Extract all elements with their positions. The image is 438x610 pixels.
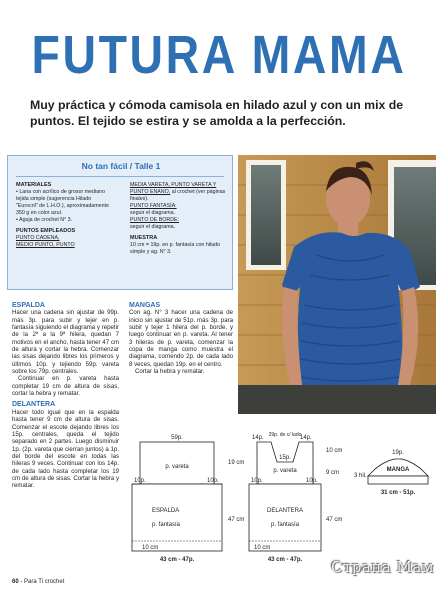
sleeve-name: MANGA xyxy=(386,467,410,473)
front-right-shoulder-label: 14p. xyxy=(300,435,312,441)
back-width-label: 59p. xyxy=(171,435,183,441)
subtitle: Muy práctica y cómoda camisola en hilado azul y con un mix de puntos. El tejido se estira y se amolda a la perfección. xyxy=(30,98,404,128)
page-number: 60 xyxy=(12,579,19,585)
back-right-label: 10p. xyxy=(207,478,219,484)
mangas-heading: MANGAS xyxy=(129,302,161,309)
mangas-paragraph-1: Con ag. N° 3 hacer una cadena de inicio sin ajustar de 51p. más 3p. para subir y tejer 1 hilera del p. borde, y luego continuar en p. vareta. Al tener 3 hileras de p. vareta, comenzar la copa de manga como muestra el diagrama, corriendo 2p. de cada lado 8 veces, quedan 19p. en el centro. xyxy=(129,309,233,368)
materials-title: MATERIALES xyxy=(16,182,52,188)
sleeve-bottom-label: 31 cm - 51p. xyxy=(380,490,416,496)
delantera-heading: DELANTERA xyxy=(12,401,56,409)
front-neck-label: 29p. de c/ lado xyxy=(268,432,302,438)
front-left-label: 10p. xyxy=(251,478,263,484)
back-length-label: 47 cm xyxy=(228,517,245,523)
model-photo-illustration xyxy=(238,155,436,414)
espalda-paragraph-2: Continuar en p. vareta hasta completar 19 cm de altura de sisas, cortar la hebra y rematar. xyxy=(12,375,119,398)
front-name: DELANTERA xyxy=(266,508,304,514)
info-box xyxy=(7,155,233,290)
front-vareta-label: p. vareta xyxy=(273,468,297,474)
sample-text: 10 cm = 19p. en p. fantasía con hilado simple y ag. N° 3. xyxy=(130,242,220,255)
mangas-paragraph-2: Cortar la hebra y rematar. xyxy=(135,368,205,376)
back-hem-label: 10 cm xyxy=(142,545,159,551)
front-right-label: 10p. xyxy=(306,478,318,484)
borde-label: PUNTO DE BORDE: xyxy=(130,217,180,223)
delantera-paragraph: Hacer todo igual que en la espalda hasta tener 9 cm de altura de sisas. Comenzar el escote dejando libres los 15p. centrales, queda el tejido separado en 2 partes. Luego disminuir 1p. (2p. vareta que cierran juntos) a 1p. del borde del escote en todas las hileras 9 veces. Continuar con los 14p. de cada lado hasta completar los 19 cm de altura de sisas. Cortar la hebra y rematar. xyxy=(12,408,119,490)
front-hem-label: 10 cm xyxy=(254,545,271,551)
espalda-paragraph-1: Hacer una cadena sin ajustar de 99p. más 3p. para subir y tejer en p. fantasía siguiendo el diagrama y repetir de la 2ª a la 9ª hilera, quedan 7 motivos en el ancho, hasta tener 47 cm de altura y cortar la hebra. Comenzar las sisas dejando libres los primeros y últimos 10p. y tejiendo 59p. vareta sobre los 79p. centrales. xyxy=(12,309,119,376)
front-armhole-label: 9 cm xyxy=(326,470,340,476)
mangas-text-column xyxy=(129,302,233,375)
sleeve-top-label: 19p. xyxy=(392,450,404,456)
materials-line-2: • Aguja de crochet N° 3. xyxy=(16,217,73,223)
front-fantasia-label: p. fantasía xyxy=(270,522,300,528)
watermark-logo: Страна Мам xyxy=(331,558,434,576)
fantasia-label: PUNTO FANTASÍA: xyxy=(130,203,177,209)
info-left-column xyxy=(16,182,114,249)
materials-line-1: • Lana con acrílico de grosor mediano tejida simple (sugerencia Hilado "Eurocril" de L.H.O.), aproximadamente 350 g en color azul. xyxy=(16,189,109,216)
points-line-2: MEDIO PUNTO, PUNTO xyxy=(16,242,75,248)
sample-title: MUESTRA xyxy=(130,235,158,241)
points-title: PUNTOS EMPLEADOS xyxy=(16,228,76,234)
fantasia-note: seguir el diagrama. xyxy=(130,210,176,216)
manga-schematic xyxy=(354,450,428,496)
front-bottom-label: 43 cm - 47p. xyxy=(267,557,303,563)
delantera-schematic xyxy=(249,432,342,563)
info-right-column xyxy=(130,182,228,256)
stitch-list: MEDIA VARETA, PUNTO VARETA Y PUNTO ENANO, xyxy=(130,182,217,195)
front-length-label: 47 cm xyxy=(326,517,343,523)
front-left-shoulder-label: 14p. xyxy=(252,435,264,441)
back-left-label: 10p. xyxy=(134,478,146,484)
back-armhole-label: 19 cm xyxy=(228,460,245,466)
stitch-list-note: al crochet (ver páginas finales). xyxy=(130,189,226,202)
back-name: ESPALDA xyxy=(152,508,180,514)
left-text-column xyxy=(12,302,119,490)
espalda-schematic xyxy=(132,435,244,563)
front-center-label: 15p. xyxy=(279,455,291,461)
info-divider xyxy=(16,176,224,177)
sleeve-rows-label: 3 hil. xyxy=(354,473,367,479)
espalda-heading: ESPALDA xyxy=(12,302,45,309)
schematic-diagrams xyxy=(130,428,436,568)
front-neck-depth-label: 10 cm xyxy=(326,448,343,454)
page-title: FUTURA MAMA xyxy=(31,25,407,85)
model-photo xyxy=(238,155,436,414)
back-bottom-label: 43 cm - 47p. xyxy=(159,557,195,563)
points-line-1: PUNTO CADENA, xyxy=(16,235,60,241)
page-footer xyxy=(12,579,64,585)
borde-note: seguir el diagrama. xyxy=(130,224,176,230)
back-fantasia-label: p. fantasía xyxy=(152,522,181,528)
back-vareta-label: p. vareta xyxy=(165,464,189,470)
info-heading: No tan fácil / Talle 1 xyxy=(81,161,161,171)
publication-name: - Para Ti crochet xyxy=(18,579,65,585)
